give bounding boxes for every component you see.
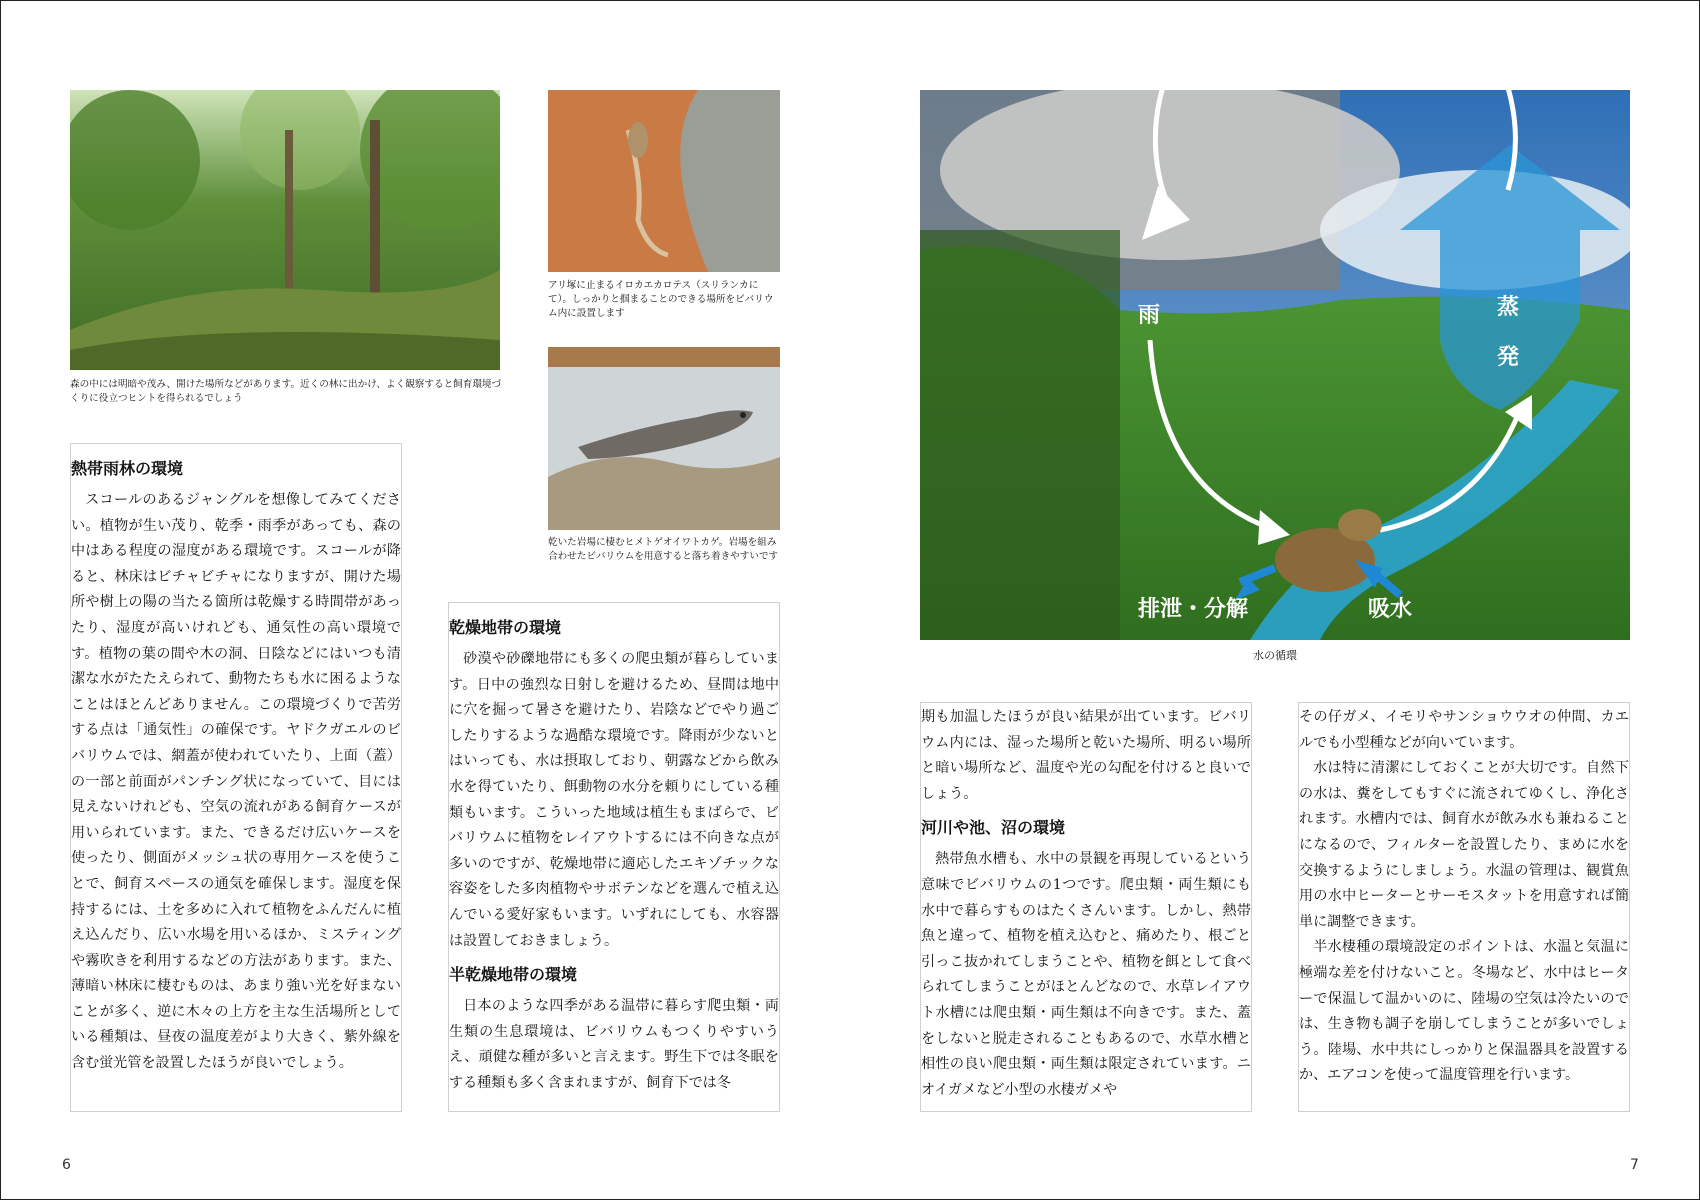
semiarid-continued: 期も加温したほうが良い結果が出ています。ビバリウム内には、湿った場所と乾いた場所、明るい場所と暗い場所など、温度や光の勾配を付けると良いでしょう。	[921, 709, 1251, 802]
river-heading: 河川や池、沼の環境	[921, 818, 1066, 838]
aquatic-section	[1298, 702, 1630, 1112]
rainforest-section	[70, 443, 402, 1112]
semiarid-body: 日本のような四季がある温帯に暮らす爬虫類・両生類の生息環境は、ビバリウムもつくりやすいうえ、頑健な種が多いと言えます。野生下では冬眠をする種類も多く含まれますが、飼育下では冬	[449, 998, 779, 1091]
page-number-right: 7	[1630, 1157, 1639, 1173]
page-number-left: 6	[62, 1157, 71, 1173]
water-cycle-caption: 水の循環	[1253, 649, 1297, 662]
river-body: 熱帯魚水槽も、水中の景観を再現しているという意味でビバリウムの1つです。爬虫類・両生類にも水中で暮らすものはたくさんいます。しかし、熱帯魚と違って、植物を植え込むと、痛めたり、根ごと引っこ抜かれてしまうことや、植物を餌として食べられてしまうことがほとんどなので、水草レイアウト水槽には爬虫類・両生類は不向きです。また、蓋をしないと脱走されることもあるので、水草水槽と相性の良い爬虫類・両生類は限定されています。ニオイガメなど小型の水棲ガメや	[921, 851, 1251, 1098]
absorption-label: 吸水	[1368, 597, 1413, 622]
forest-caption: 森の中には明暗や茂み、開けた場所などがあります。近くの林に出かけ、よく観察すると飼育環境づくりに役立つヒントを得られるでしょう	[70, 379, 502, 404]
water-cleanliness: 水は特に清潔にしておくことが大切です。自然下の水は、糞をしてもすぐに流されてゆくし、浄化されます。水槽内では、飼育水が飲み水も兼ねることになるので、フィルターを設置したり、まめに水を交換するようにしましょう。水温の管理は、観賞魚用の水中ヒーターとサーモスタットを用意すれば簡単に調整できます。	[1299, 760, 1629, 930]
excretion-label: 排泄・分解	[1138, 597, 1249, 622]
calotes-photo	[548, 90, 780, 272]
skink-photo	[548, 347, 780, 530]
calotes-caption: アリ塚に止まるイロカエカロテス（スリランカにて）。しっかりと掴まることのできる場所をビバリウム内に設置します	[548, 280, 774, 319]
water-cycle-diagram	[920, 90, 1630, 640]
forest-photo	[70, 90, 500, 370]
arid-heading: 乾燥地帯の環境	[449, 618, 562, 637]
evaporation-label-2: 発	[1497, 345, 1520, 370]
river-section	[920, 702, 1252, 1112]
semi-aquatic-setup: 半水棲種の環境設定のポイントは、水温と気温に極端な差を付けないこと。冬場など、水中はヒーターで保温して温かいのに、陸場の空気は冷たいのでは、生き物も調子を崩してしまうことが多いでしょう。陸場、水中共にしっかりと保温器具を設置するか、エアコンを使って温度管理を行います。	[1299, 939, 1629, 1084]
skink-caption: 乾いた岩場に棲むヒメトゲオイワトカゲ。岩場を組み合わせたビバリウムを用意すると落ち着きやすいです	[548, 537, 779, 562]
evaporation-label-1: 蒸	[1497, 295, 1520, 320]
arid-section	[448, 602, 780, 1112]
aquatic-continued: その仔ガメ、イモリやサンショウウオの仲間、カエルでも小型種などが向いています。	[1299, 709, 1629, 751]
rain-label: 雨	[1138, 303, 1161, 328]
rainforest-body: スコールのあるジャングルを想像してみてください。植物が生い茂り、乾季・雨季があっても、森の中はある程度の湿度がある環境です。スコールが降ると、林床はビチャビチャになりますが、開けた場所や樹上の陽の当たる箇所は乾燥する時間帯があったり、湿度が高いけれども、通気性の高い環境です。植物の葉の間や木の洞、日陰などにはいつも清潔な水がたたえられて、動物たちも水に困るようなことはほとんどありません。この環境づくりで苦労する点は「通気性」の確保です。ヤドクガエルのビバリウムでは、網蓋が使われていたり、上面（蓋）の一部と前面がパンチング状になっていて、目には見えないけれども、空気の流れがある飼育ケースが用いられています。また、できるだけ広いケースを使ったり、側面がメッシュ状の専用ケースを使うことで、飼育スペースの通気を確保します。湿度を保持するには、土を多めに入れて植物をふんだんに植え込んだり、広い水場を用いるほか、ミスティングや霧吹きを利用するなどの方法があります。また、薄暗い林床に棲むものは、あまり強い光を好まないことが多く、逆に木々の上方を主な生活場所としている種類は、昼夜の温度差がより大きく、紫外線を含む蛍光管を設置したほうが良いでしょう。	[71, 492, 401, 1072]
semiarid-heading: 半乾燥地帯の環境	[449, 965, 578, 985]
rainforest-heading: 熱帯雨林の環境	[71, 459, 184, 478]
arid-body: 砂漠や砂礫地帯にも多くの爬虫類が暮らしています。日中の強烈な日射しを避けるため、昼間は地中に穴を掘って暑さを避けたり、岩陰などでやり過ごしたりするような過酷な環境です。降雨が少ないとはいっても、水は摂取しており、朝露などから飲み水を得ていたり、餌動物の水分を頼りにしている種類もいます。こういった地域は植生もまばらで、ビバリウムに植物をレイアウトするには不向きな点が多いのですが、乾燥地帯に適応したエキゾチックな容姿をした多肉植物やサボテンなどを選んで植え込んでいる愛好家もいます。いずれにしても、水容器は設置しておきましょう。	[449, 651, 779, 949]
